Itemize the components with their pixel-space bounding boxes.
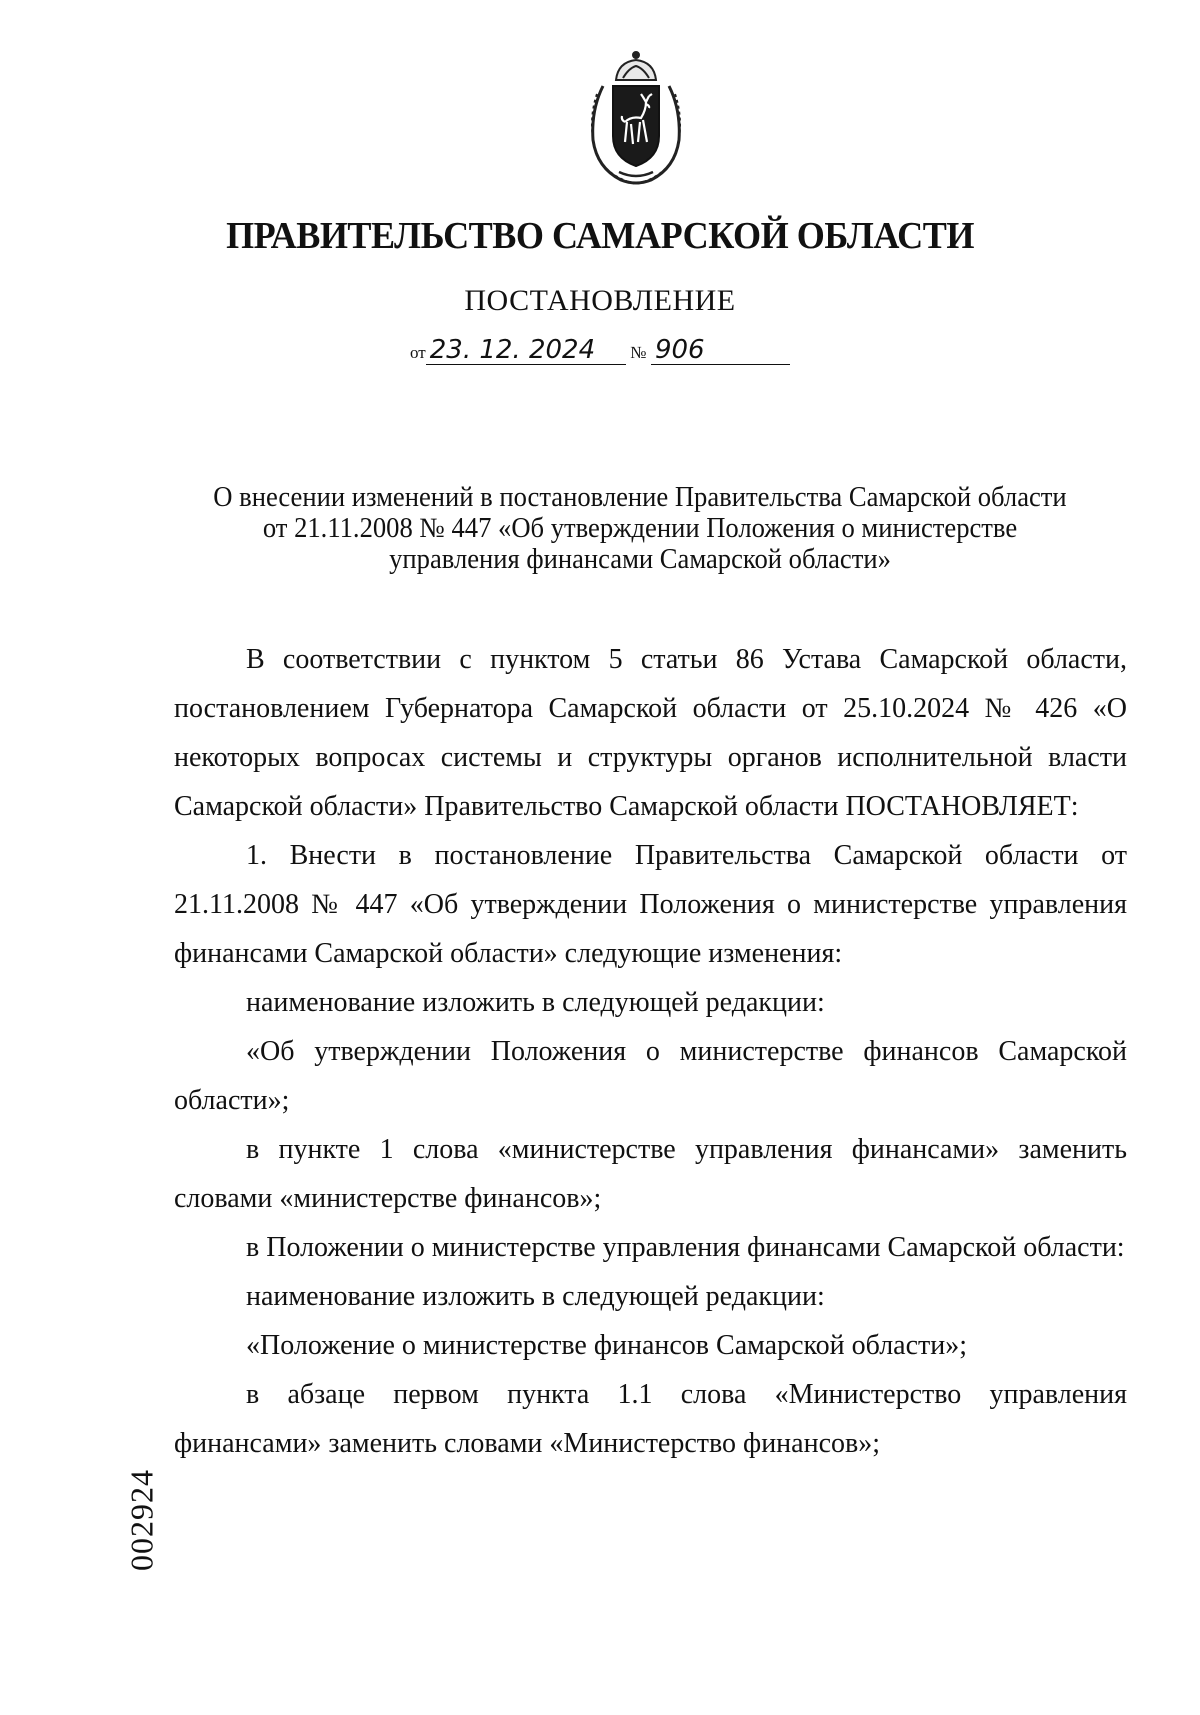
document-type: ПОСТАНОВЛЕНИЕ [464, 284, 736, 317]
body-paragraph: наименование изложить в следующей редакции: [246, 1281, 825, 1312]
body-paragraph: наименование изложить в следующей редакции: [246, 987, 825, 1018]
body-paragraph: «Об утверждении Положения о министерстве финансов Самарской области»; [174, 1036, 1127, 1116]
body-paragraph: «Положение о министерстве финансов Самарской области»; [246, 1330, 968, 1361]
date-prefix: от [410, 343, 426, 362]
document-title [175, 482, 1106, 575]
date-number-line [0, 336, 1200, 365]
organization-name: ПРАВИТЕЛЬСТВО САМАРСКОЙ ОБЛАСТИ [226, 215, 974, 257]
document-body [174, 635, 1127, 1468]
title-line: от 21.11.2008 № 447 «Об утверждении Положения о министерстве [262, 513, 1018, 544]
number-prefix: № [630, 343, 647, 362]
body-paragraph: в пункте 1 слова «министерстве управления финансами» заменить словами «министерстве финансов»; [174, 1134, 1127, 1214]
side-serial-number: 002924 [123, 1469, 160, 1571]
handwritten-date: 23. 12. 2024 [426, 336, 626, 365]
body-paragraph-preamble: В соответствии с пунктом 5 статьи 86 Устава Самарской области, постановлением Губернатора Самарской области от 25.10.2024 № 426 «О некоторых вопросах системы и структуры органов исполнительной власти Самарской области» Правительство Самарской области ПОСТАНОВЛЯЕТ: [174, 644, 1127, 822]
title-line: О внесении изменений в постановление Правительства Самарской области [213, 482, 1067, 513]
title-line: управления финансами Самарской области» [389, 544, 891, 575]
coat-of-arms-icon [583, 50, 689, 188]
handwritten-number: 906 [651, 336, 790, 365]
body-paragraph: в абзаце первом пункта 1.1 слова «Министерство управления финансами» заменить словами «Министерство финансов»; [174, 1379, 1127, 1459]
body-paragraph-item-1: 1. Внести в постановление Правительства Самарской области от 21.11.2008 № 447 «Об утверждении Положения о министерстве управления финансами Самарской области» следующие изменения: [174, 840, 1127, 969]
body-paragraph: в Положении о министерстве управления финансами Самарской области: [246, 1232, 1125, 1263]
